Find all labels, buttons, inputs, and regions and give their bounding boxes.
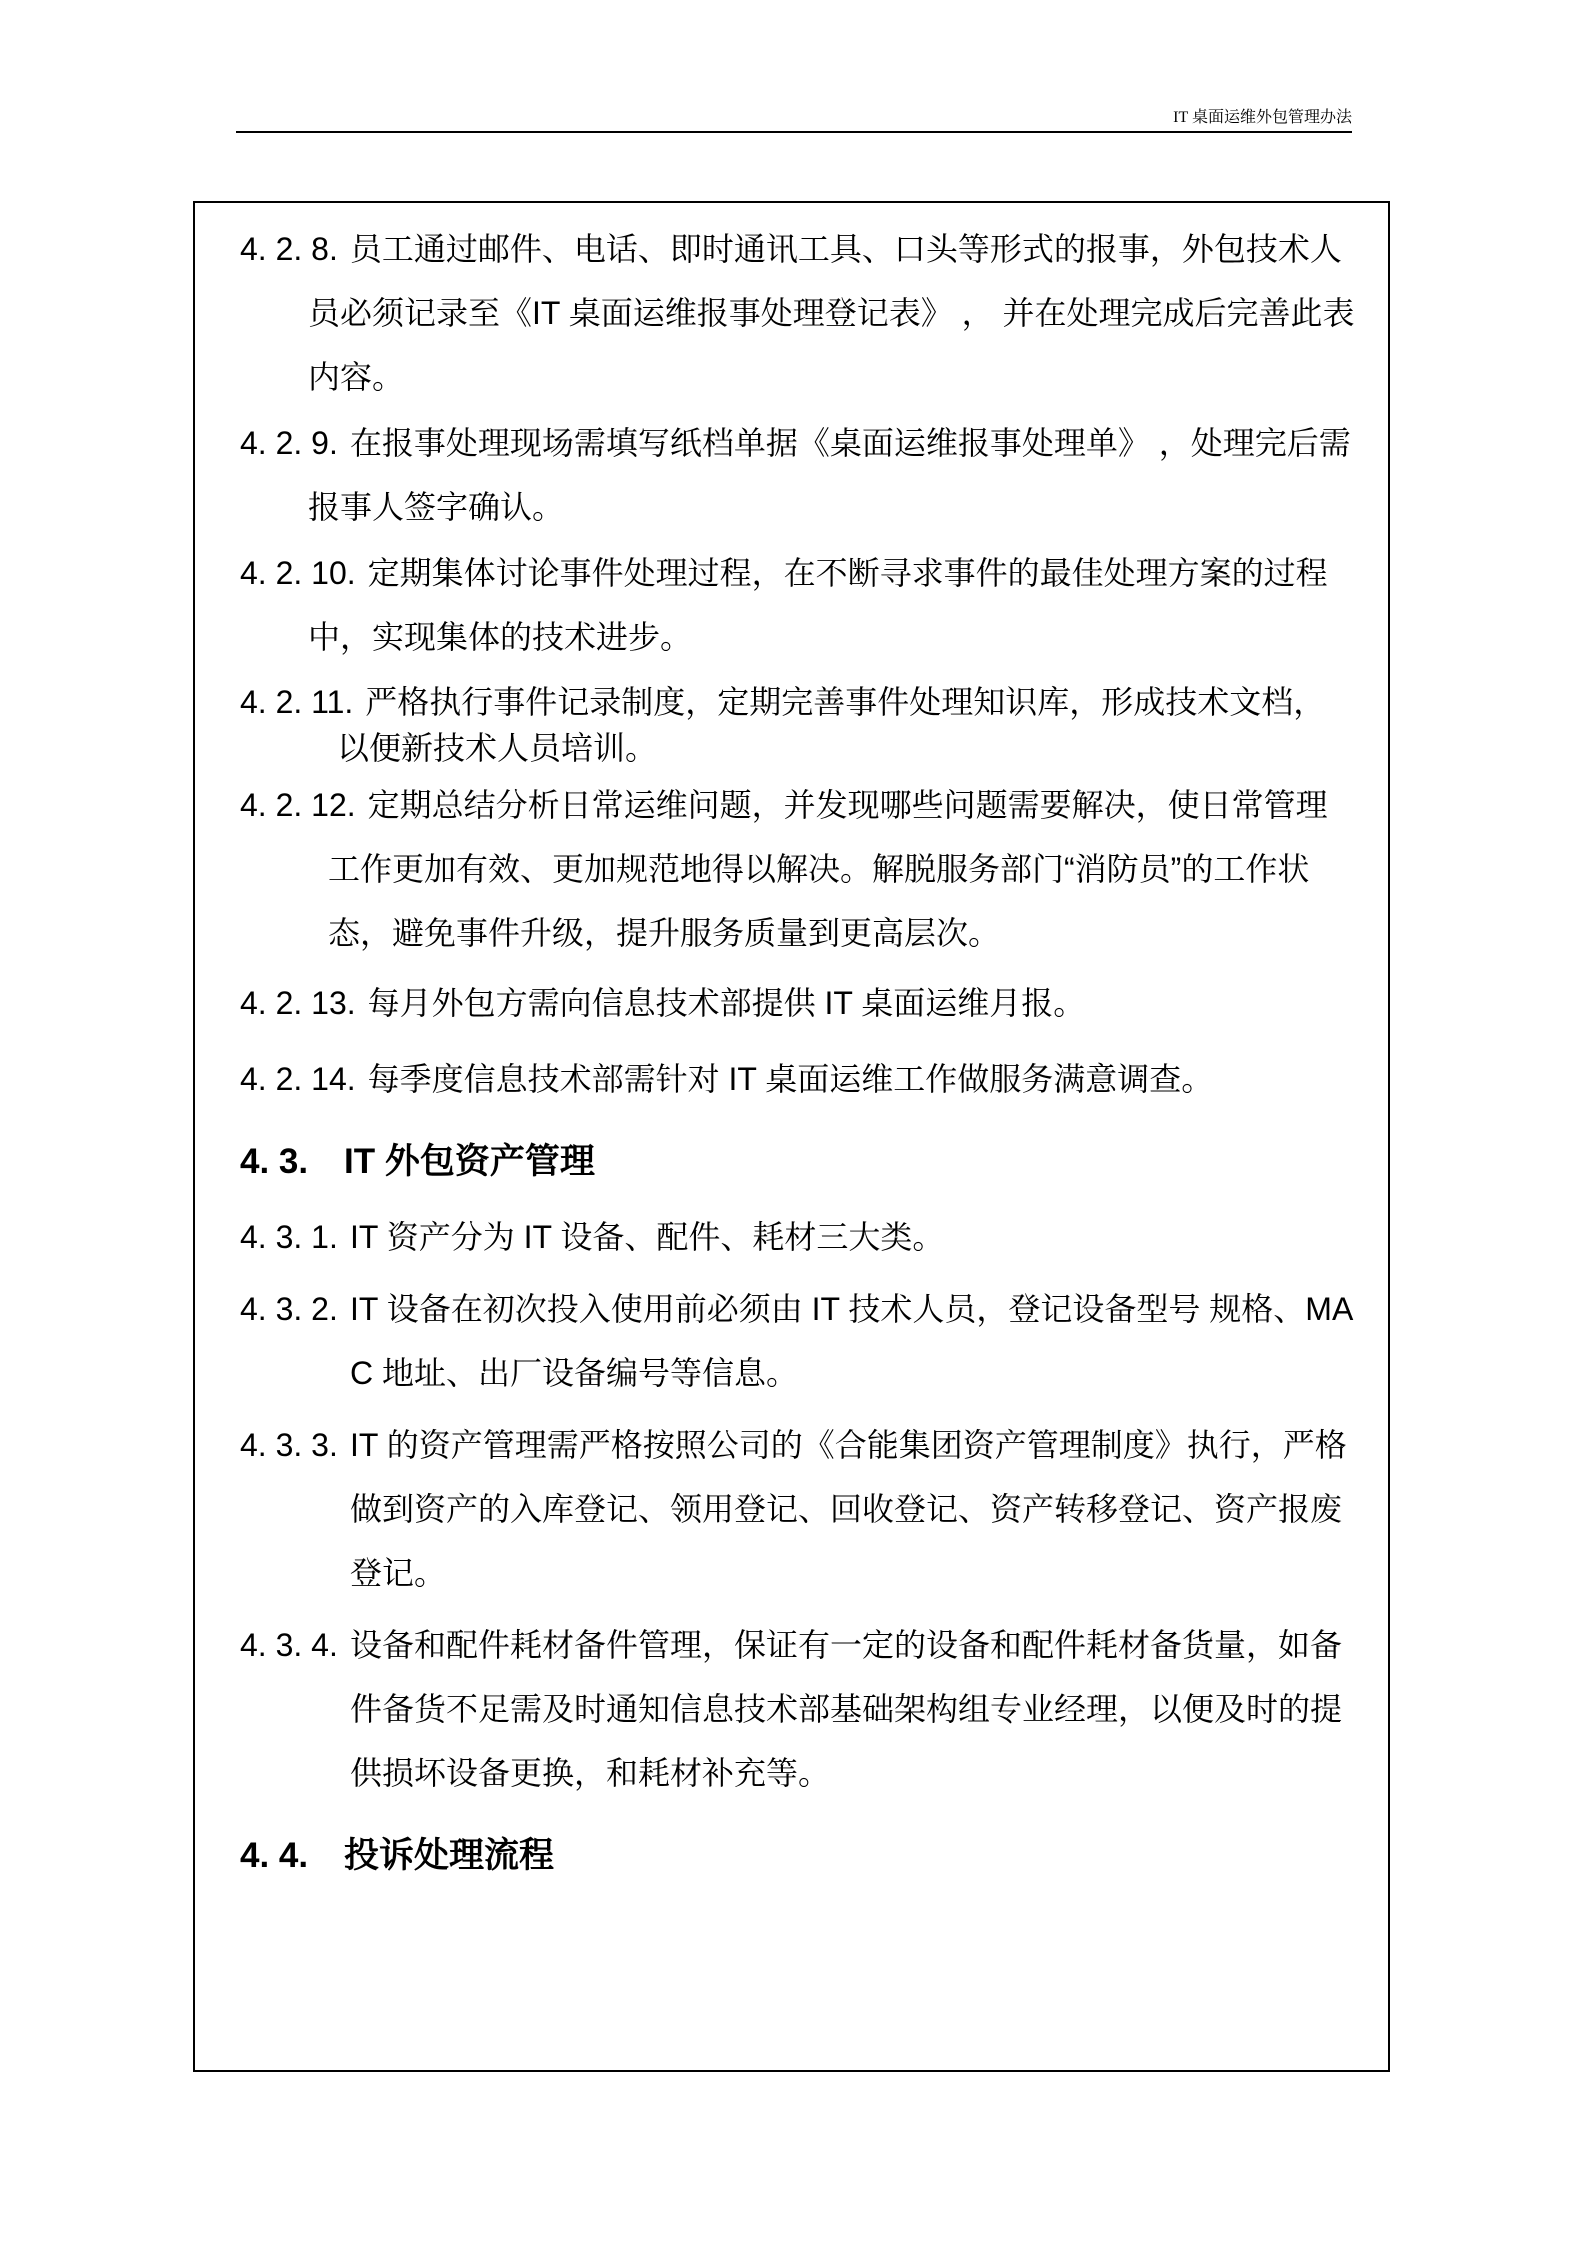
section-heading: [240, 1821, 1356, 1891]
item-number: 4. 3. 2.: [240, 1291, 338, 1327]
list-item: [240, 1613, 1356, 1805]
item-text: 在报事处理现场需填写纸档单据《桌面运维报事处理单》 ，处理完后需报事人签字确认。: [308, 425, 1351, 525]
list-item: [240, 541, 1356, 669]
list-item: [240, 411, 1356, 539]
list-item: [240, 1413, 1356, 1605]
item-text: 每季度信息技术部需针对 IT 桌面运维工作做服务满意调查。: [367, 1061, 1214, 1097]
item-number: 4. 3. 3.: [240, 1427, 338, 1463]
list-item: [240, 1277, 1356, 1405]
list-item: [240, 1047, 1356, 1111]
item-number: 4. 2. 9.: [240, 425, 338, 461]
item-text: 设备和配件耗材备件管理，保证有一定的设备和配件耗材备货量，如备件备货不足需及时通知信息技术部基础架构组专业经理，以便及时的提供损坏设备更换，和耗材补充等。: [350, 1627, 1343, 1791]
item-number: 4. 4.: [240, 1836, 309, 1875]
item-number: 4. 3. 4.: [240, 1627, 338, 1663]
section-heading: [240, 1127, 1356, 1197]
list-item: [240, 679, 1356, 771]
item-number: 4. 2. 11.: [240, 684, 354, 720]
list-item: [240, 773, 1356, 965]
header-rule: [236, 131, 1352, 133]
item-text: 投诉处理流程: [344, 1836, 555, 1875]
item-text: 每月外包方需向信息技术部提供 IT 桌面运维月报。: [367, 985, 1086, 1021]
item-text: IT 外包资产管理: [344, 1142, 595, 1181]
item-text: IT 设备在初次投入使用前必须由 IT 技术人员，登记设备型号 规格、MAC 地址、出厂设备编号等信息。: [350, 1291, 1354, 1391]
item-number: 4. 3. 1.: [240, 1219, 338, 1255]
item-text: 员工通过邮件、电话、即时通讯工具、口头等形式的报事，外包技术人员必须记录至《IT 桌面运维报事处理登记表》 ， 并在处理完成后完善此表内容。: [308, 231, 1355, 395]
item-text: 定期集体讨论事件处理过程，在不断寻求事件的最佳处理方案的过程中，实现集体的技术进步。: [308, 555, 1328, 655]
item-text: IT 的资产管理需严格按照公司的《合能集团资产管理制度》执行，严格做到资产的入库登记、领用登记、回收登记、资产转移登记、资产报废登记。: [350, 1427, 1347, 1591]
item-number: 4. 2. 8.: [240, 231, 338, 267]
document-body: [195, 203, 1388, 1891]
item-number: 4. 2. 14.: [240, 1061, 356, 1097]
item-number: 4. 2. 13.: [240, 985, 356, 1021]
item-text: 严格执行事件记录制度，定期完善事件处理知识库，形成技术文档，以便新技术人员培训。: [337, 684, 1326, 766]
list-item: [240, 971, 1356, 1035]
item-number: 4. 2. 10.: [240, 555, 356, 591]
list-item: [240, 1205, 1356, 1269]
item-number: 4. 2. 12.: [240, 787, 356, 823]
content-box: [193, 201, 1390, 2072]
list-item: [240, 217, 1356, 409]
page-header-title: IT 桌面运维外包管理办法: [1173, 109, 1352, 126]
item-text: IT 资产分为 IT 设备、配件、耗材三大类。: [350, 1219, 945, 1255]
item-number: 4. 3.: [240, 1142, 309, 1181]
item-text: 定期总结分析日常运维问题，并发现哪些问题需要解决，使日常管理工作更加有效、更加规范地得以解决。解脱服务部门“消防员”的工作状态，避免事件升级，提升服务质量到更高层次。: [328, 787, 1328, 951]
